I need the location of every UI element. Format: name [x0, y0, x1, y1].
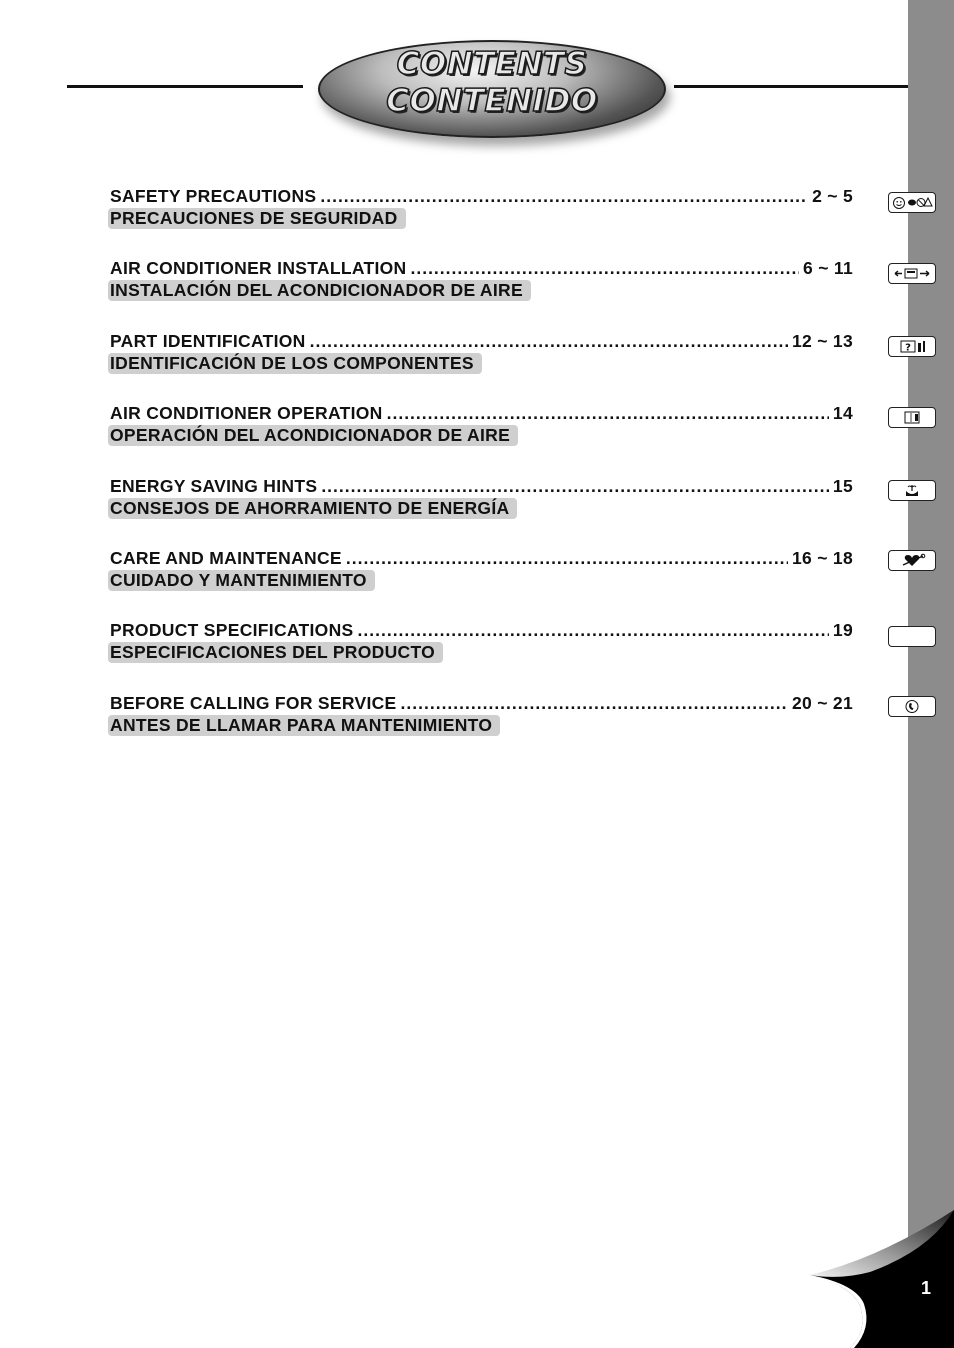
header-rule-right	[674, 85, 908, 88]
dot-leader	[410, 258, 799, 279]
toc-title-es[interactable]: ESPECIFICACIONES DEL PRODUCTO	[108, 642, 443, 663]
toc-title-es[interactable]: CUIDADO Y MANTENIMIENTO	[108, 570, 375, 591]
dot-leader	[358, 620, 829, 641]
toc-entry-energy-saving[interactable]	[108, 476, 853, 519]
toc-entry-before-service[interactable]	[108, 693, 853, 736]
dot-leader	[387, 403, 829, 424]
toc-entry-operation[interactable]	[108, 403, 853, 446]
title-english: CONTENTS	[396, 46, 588, 82]
toc-page-range: 12 ~ 13	[792, 331, 853, 351]
dot-leader	[321, 476, 829, 497]
toc-title-en[interactable]: AIR CONDITIONER OPERATION	[110, 403, 383, 423]
blank-icon[interactable]	[888, 626, 936, 647]
toc-title-es[interactable]: PRECAUCIONES DE SEGURIDAD	[108, 208, 406, 229]
toc-page-range: 19	[832, 620, 853, 640]
toc-title-es[interactable]: INSTALACIÓN DEL ACONDICIONADOR DE AIRE	[108, 280, 531, 301]
toc-page-range: 6 ~ 11	[803, 258, 853, 278]
question-unit-icon[interactable]	[888, 336, 936, 357]
toc-title-es[interactable]: ANTES DE LLAMAR PARA MANTENIMIENTO	[108, 715, 500, 736]
toc-title-es[interactable]: IDENTIFICACIÓN DE LOS COMPONENTES	[108, 353, 482, 374]
dot-leader	[310, 331, 788, 352]
page-number: 1	[920, 1278, 931, 1298]
toc-title-en[interactable]: PRODUCT SPECIFICATIONS	[110, 620, 354, 640]
installation-icon[interactable]	[888, 263, 936, 284]
remote-control-icon[interactable]	[888, 407, 936, 428]
dot-leader	[346, 548, 788, 569]
svg-text:?: ?	[905, 342, 911, 354]
safety-symbols-icon[interactable]	[888, 192, 936, 213]
toc-title-en[interactable]: PART IDENTIFICATION	[110, 331, 306, 351]
toc-entry-installation[interactable]	[108, 258, 853, 301]
toc-page-range: 15	[832, 476, 853, 496]
dot-leader	[320, 186, 808, 207]
toc-entry-safety[interactable]	[108, 186, 853, 229]
toc-title-en[interactable]: ENERGY SAVING HINTS	[110, 476, 318, 496]
dot-leader	[401, 693, 788, 714]
toc-page-range: 14	[832, 403, 853, 423]
toc-page-range: 20 ~ 21	[792, 693, 853, 713]
toc-entry-part-identification[interactable]	[108, 331, 853, 374]
toc-title-es[interactable]: CONSEJOS DE AHORRAMIENTO DE ENERGÍA	[108, 498, 517, 519]
telephone-icon[interactable]	[888, 696, 936, 717]
contents-title-badge	[318, 40, 666, 138]
toc-title-en[interactable]: BEFORE CALLING FOR SERVICE	[110, 693, 397, 713]
toc-title-en[interactable]: SAFETY PRECAUTIONS	[110, 186, 317, 206]
toc-page-range: 16 ~ 18	[792, 548, 853, 568]
toc-title-en[interactable]: CARE AND MAINTENANCE	[110, 548, 342, 568]
toc-entry-specifications[interactable]	[108, 620, 853, 663]
heart-tool-icon[interactable]	[888, 550, 936, 571]
hand-plant-icon[interactable]	[888, 480, 936, 501]
toc-page-range: 2 ~ 5	[812, 186, 853, 206]
toc-title-en[interactable]: AIR CONDITIONER INSTALLATION	[110, 258, 407, 278]
toc-entry-care-maintenance[interactable]	[108, 548, 853, 591]
toc-title-es[interactable]: OPERACIÓN DEL ACONDICIONADOR DE AIRE	[108, 425, 518, 446]
header-rule-left	[67, 85, 303, 88]
title-spanish: CONTENIDO	[386, 83, 598, 119]
